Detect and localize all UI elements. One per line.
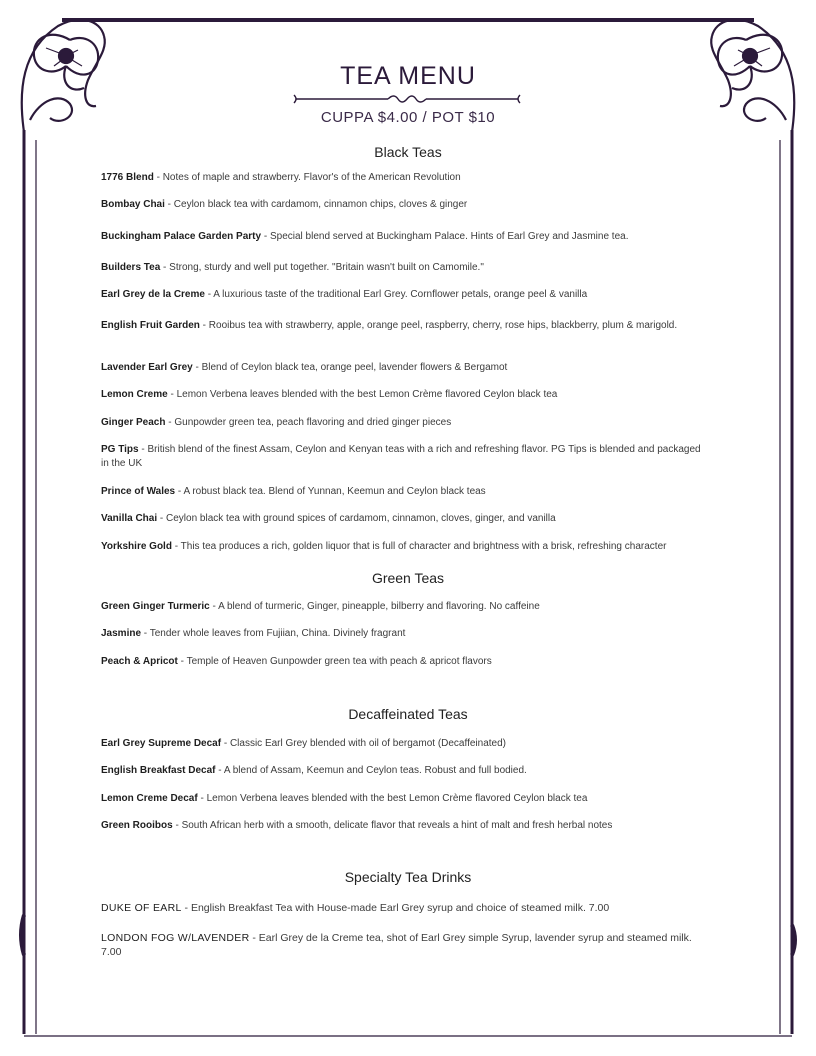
item-desc: - Notes of maple and strawberry. Flavor's of the American Revolution — [153, 172, 461, 183]
item-desc: - A blend of Assam, Keemun and Ceylon teas. Robust and full bodied. — [215, 765, 527, 776]
item-name: 1776 Blend — [101, 172, 154, 183]
item-desc: - South African herb with a smooth, delicate flavor that reveals a hint of malt and fresh herbal notes — [172, 820, 613, 831]
menu-item — [101, 655, 707, 669]
item-desc: - Rooibus tea with strawberry, apple, orange peel, raspberry, cherry, rose hips, blackberry, plum & marigold. — [199, 320, 678, 331]
item-name: Vanilla Chai — [101, 513, 158, 524]
menu-item — [101, 230, 707, 244]
menu-item — [101, 361, 707, 375]
item-name: DUKE OF EARL — [101, 902, 182, 914]
section-heading-specialty-drinks: Specialty Tea Drinks — [344, 869, 472, 885]
menu-item — [101, 540, 707, 554]
item-desc: - A luxurious taste of the traditional Earl Grey. Cornflower petals, orange peel & vanilla — [204, 289, 588, 300]
section-heading-green-teas: Green Teas — [371, 570, 445, 586]
item-desc: - Lemon Verbena leaves blended with the best Lemon Crème flavored Ceylon black tea — [167, 389, 558, 400]
item-name: Ginger Peach — [101, 417, 166, 428]
item-name: Yorkshire Gold — [101, 541, 172, 552]
menu-item — [101, 416, 707, 430]
menu-item — [101, 600, 707, 614]
menu-item — [101, 792, 707, 806]
item-desc: - British blend of the finest Assam, Ceylon and Kenyan teas with a rich and refreshing flavor. PG Tips is blended and packaged in the UK — [101, 444, 701, 469]
item-name: Green Ginger Turmeric — [101, 601, 210, 612]
menu-item — [101, 485, 707, 499]
menu-item — [101, 931, 707, 959]
item-name: Bombay Chai — [101, 199, 165, 210]
menu-item — [101, 627, 707, 641]
item-name: PG Tips — [101, 444, 139, 455]
item-desc: - Gunpowder green tea, peach flavoring and dried ginger pieces — [165, 417, 452, 428]
item-desc: - Ceylon black tea with cardamom, cinnamon chips, cloves & ginger — [164, 199, 468, 210]
menu-title: TEA MENU — [340, 62, 476, 90]
item-name: English Breakfast Decaf — [101, 765, 216, 776]
item-name: English Fruit Garden — [101, 320, 200, 331]
menu-item — [101, 171, 707, 185]
menu-item — [101, 443, 707, 471]
menu-item — [101, 198, 707, 212]
menu-item — [101, 819, 707, 833]
item-desc: - Special blend served at Buckingham Palace. Hints of Earl Grey and Jasmine tea. — [261, 231, 629, 242]
menu-item — [101, 388, 707, 402]
item-name: Earl Grey de la Creme — [101, 289, 205, 300]
item-name: Buckingham Palace Garden Party — [101, 231, 262, 242]
price-subtitle: CUPPA $4.00 / POT $10 — [320, 109, 496, 126]
title-divider-flourish — [292, 91, 522, 107]
menu-item — [101, 288, 707, 302]
item-name: Builders Tea — [101, 262, 161, 273]
menu-item — [101, 764, 707, 778]
item-desc: - This tea produces a rich, golden liquor that is full of character and brightness with a brisk, refreshing character — [171, 541, 667, 552]
item-desc: - Earl Grey de la Creme tea, shot of Earl Grey simple Syrup, lavender syrup and steamed milk. 7.00 — [101, 932, 692, 958]
item-desc: - English Breakfast Tea with House-made Earl Grey syrup and choice of steamed milk. 7.00 — [181, 902, 610, 914]
item-desc: - Lemon Verbena leaves blended with the best Lemon Crème flavored Ceylon black tea — [197, 793, 588, 804]
item-name: Lemon Creme Decaf — [101, 793, 198, 804]
item-desc: - Strong, sturdy and well put together. "Britain wasn't built on Camomile." — [160, 262, 484, 273]
item-name: LONDON FOG W/LAVENDER — [101, 932, 250, 944]
item-desc: - Classic Earl Grey blended with oil of bergamot (Decaffeinated) — [221, 738, 507, 749]
item-desc: - A robust black tea. Blend of Yunnan, Keemun and Ceylon black teas — [175, 486, 486, 497]
item-desc: - A blend of turmeric, Ginger, pineapple, bilberry and flavoring. No caffeine — [209, 601, 540, 612]
menu-item — [101, 901, 707, 915]
menu-item — [101, 512, 707, 526]
item-name: Lavender Earl Grey — [101, 362, 193, 373]
menu-item — [101, 737, 707, 751]
section-heading-decaf-teas: Decaffeinated Teas — [348, 706, 468, 722]
item-name: Prince of Wales — [101, 486, 176, 497]
section-heading-black-teas: Black Teas — [374, 144, 442, 160]
menu-item — [101, 261, 707, 275]
item-name: Peach & Apricot — [101, 656, 178, 667]
item-desc: - Tender whole leaves from Fujiian, China. Divinely fragrant — [141, 628, 406, 639]
item-desc: - Temple of Heaven Gunpowder green tea with peach & apricot flavors — [177, 656, 492, 667]
item-name: Lemon Creme — [101, 389, 168, 400]
menu-item — [101, 319, 707, 333]
item-desc: - Ceylon black tea with ground spices of cardamom, cinnamon, cloves, ginger, and vanilla — [157, 513, 556, 524]
item-desc: - Blend of Ceylon black tea, orange peel, lavender flowers & Bergamot — [192, 362, 508, 373]
item-name: Green Rooibos — [101, 820, 173, 831]
item-name: Jasmine — [101, 628, 142, 639]
item-name: Earl Grey Supreme Decaf — [101, 738, 222, 749]
